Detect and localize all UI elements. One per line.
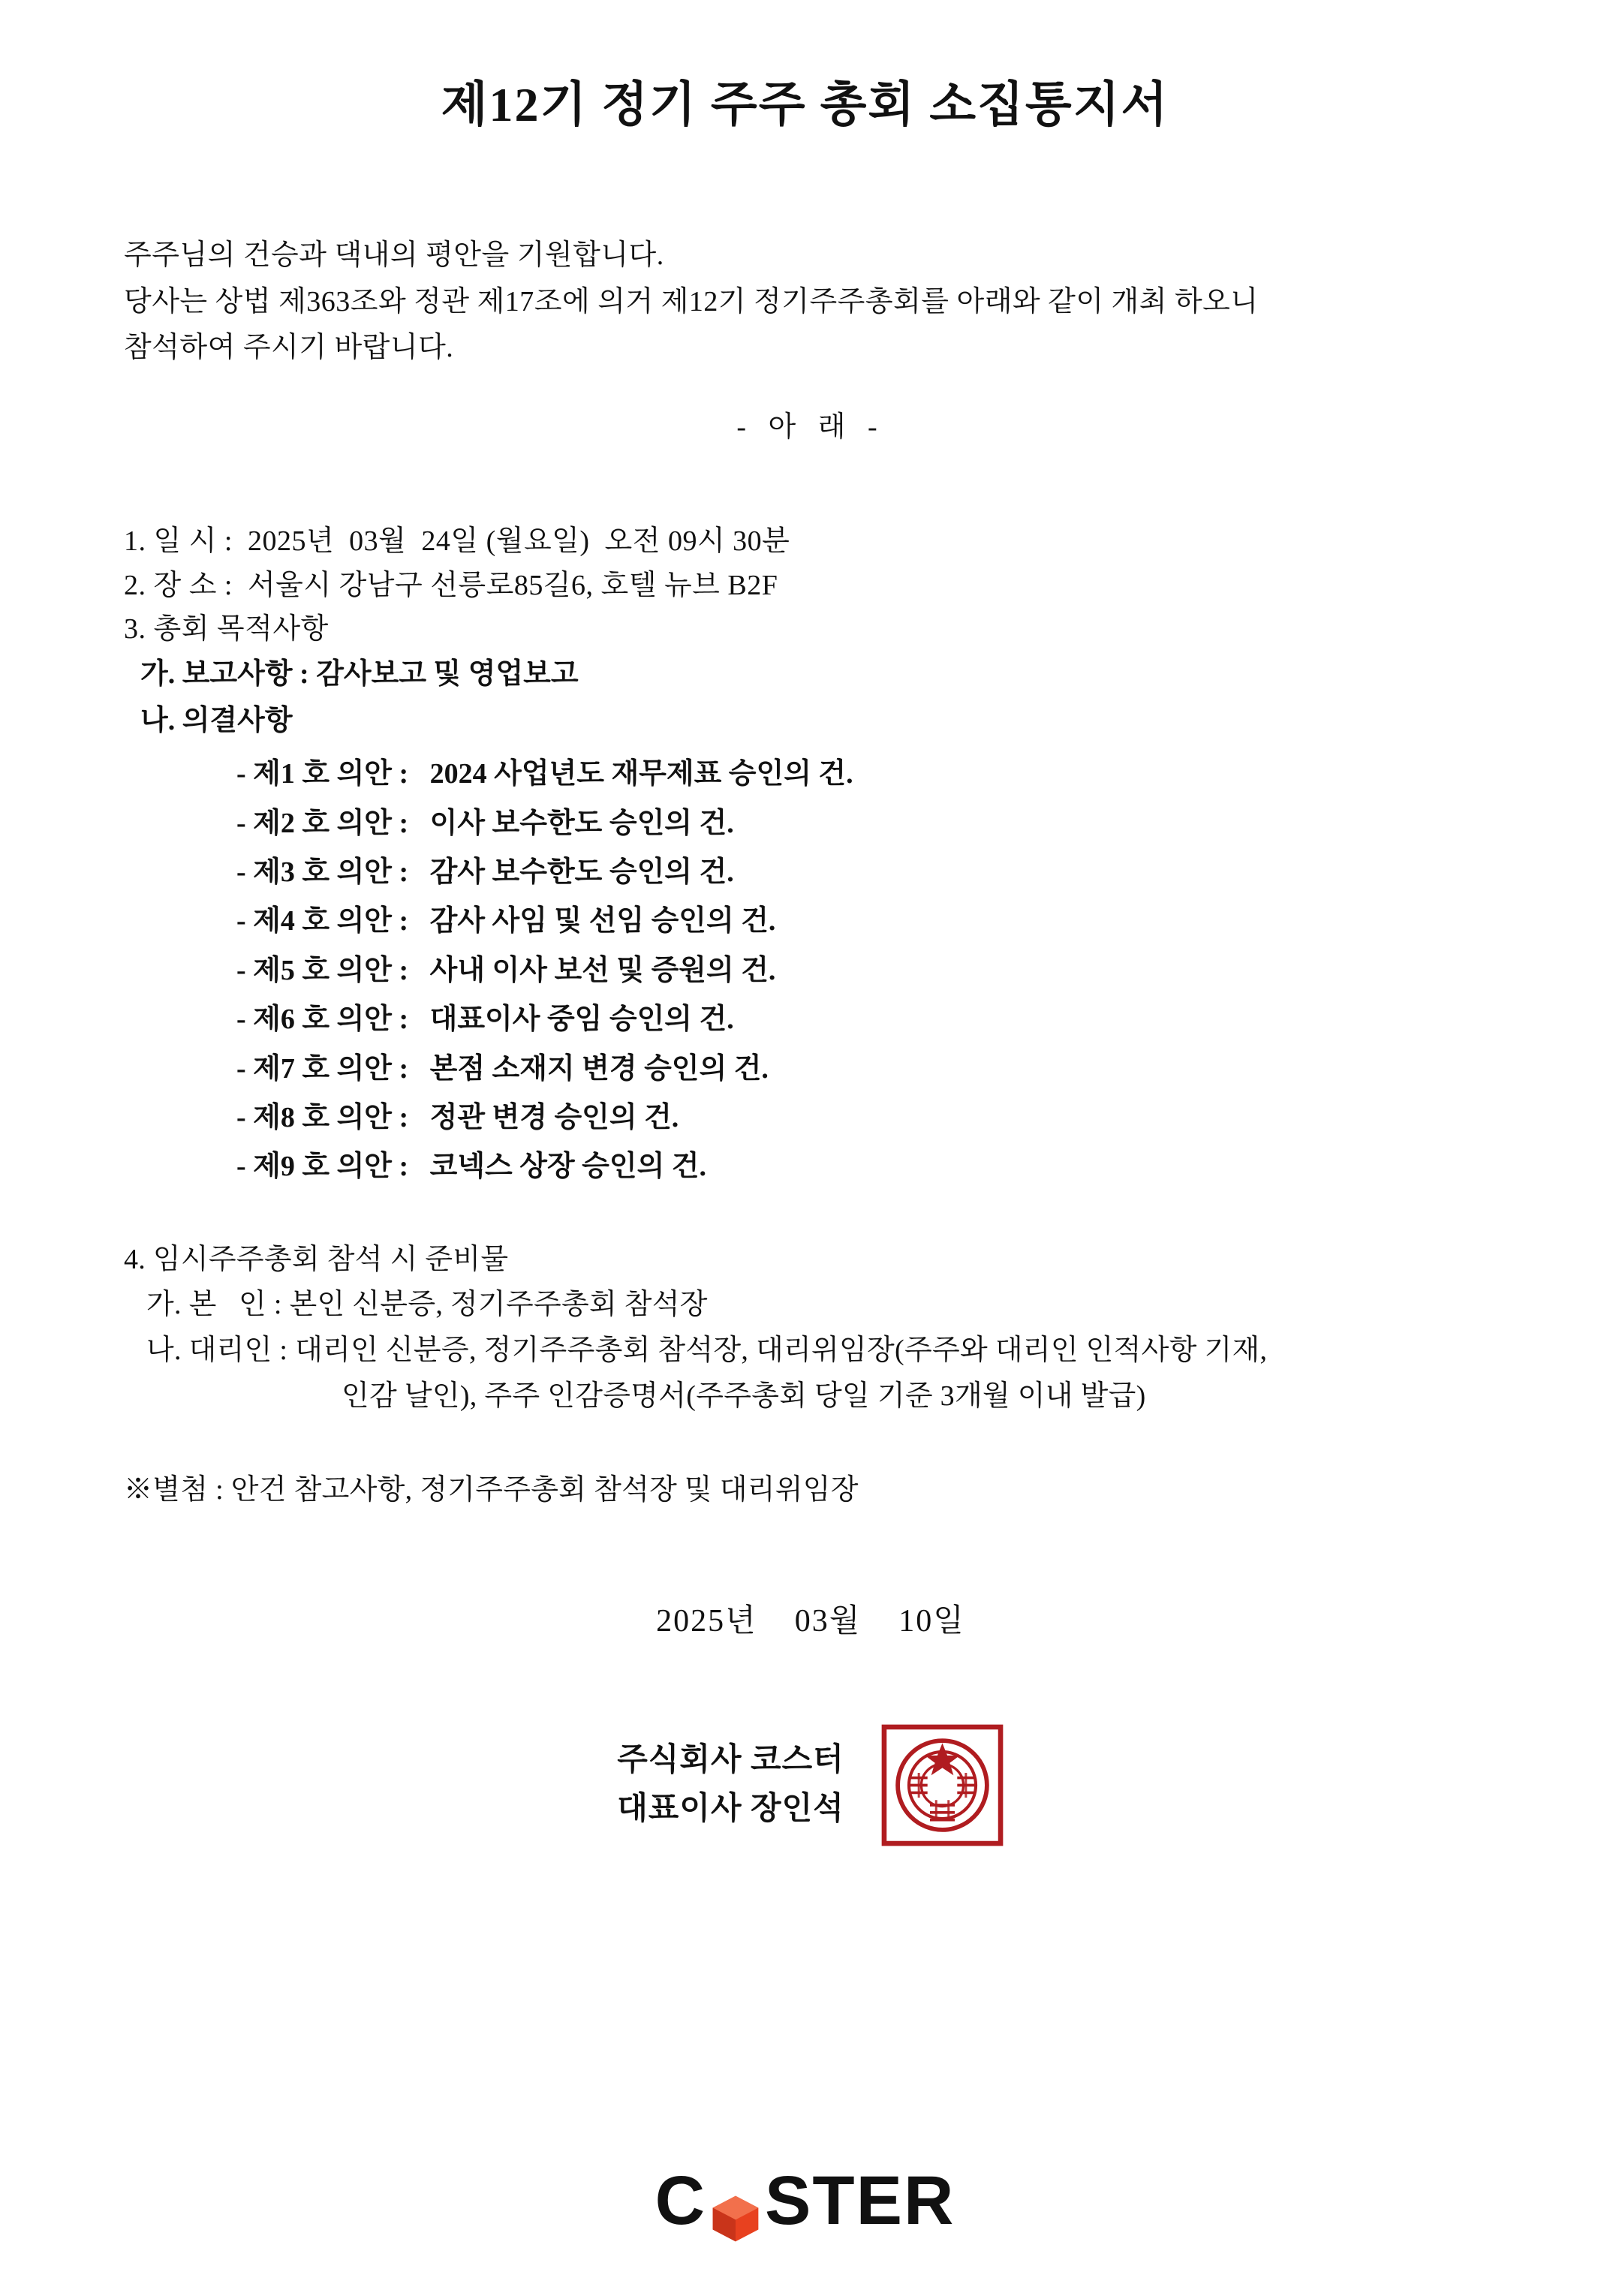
document-page — [0, 66, 1610, 2296]
logo-cube-icon — [711, 2181, 760, 2231]
agenda-list — [124, 750, 1497, 1191]
preparation-proxy: 나. 대리인 : 대리인 신분증, 정기주주총회 참석장, 대리위임장(주주와 대리인 인적사항 기재, — [146, 1335, 1268, 1367]
preparation-heading: 4. 임시주주총회 참석 시 준비물 — [124, 1243, 509, 1275]
meeting-purpose-heading: 3. 총회 목적사항 — [124, 613, 329, 645]
document-body — [0, 233, 1610, 1847]
agenda-item: - 제4 호 의안 : 감사 사임 및 선임 승인의 건. — [236, 905, 776, 937]
preparation-self: 가. 본 인 : 본인 신분증, 정기주주총회 참석장 — [146, 1289, 708, 1321]
report-items: 가. 보고사항 : 감사보고 및 영업보고 — [140, 658, 579, 691]
agenda-item: - 제2 호 의안 : 이사 보수한도 승인의 건. — [236, 807, 734, 839]
agenda-item: - 제7 호 의안 : 본점 소재지 변경 승인의 건. — [236, 1052, 769, 1085]
greeting-line-1: 주주님의 건승과 댁내의 평안을 기원합니다. — [124, 239, 664, 271]
meeting-details — [124, 519, 1497, 1507]
representative-name: 대표이사 장인석 — [617, 1792, 844, 1827]
agenda-item: - 제3 호 의안 : 감사 보수한도 승인의 건. — [236, 856, 734, 889]
agenda-item: - 제9 호 의안 : 코넥스 상장 승인의 건. — [236, 1151, 707, 1183]
signature-block — [124, 1723, 1497, 1847]
greeting-line-2: 당사는 상법 제363조와 정관 제17조에 의거 제12기 정기주주총회를 아래와 같이 개최 하오니 — [124, 285, 1259, 317]
meeting-datetime: 1. 일 시 : 2025년 03월 24일 (월요일) 오전 09시 30분 — [124, 525, 790, 557]
preparation-section — [124, 1237, 1497, 1419]
below-marker: - 아 래 - — [736, 411, 885, 443]
preparation-proxy-cont: 인감 날인), 주주 인감증명서(주주총회 당일 기준 3개월 이내 발급) — [342, 1380, 1146, 1413]
agenda-item: - 제8 호 의안 : 정관 변경 승인의 건. — [236, 1101, 679, 1133]
company-logo — [0, 2162, 1610, 2240]
logo-text-left: C — [655, 2162, 707, 2239]
issue-date: 2025년 03월 10일 — [656, 1603, 965, 1638]
greeting-line-3: 참석하여 주시기 바랍니다. — [124, 332, 454, 364]
signature-text — [617, 1736, 844, 1834]
company-name: 주식회사 코스터 — [617, 1743, 844, 1778]
logo-text-right: STER — [765, 2162, 955, 2239]
attachment-note: ※별첨 : 안건 참고사항, 정기주주총회 참석장 및 대리위임장 — [124, 1473, 859, 1506]
agenda-item: - 제5 호 의안 : 사내 이사 보선 및 증원의 건. — [236, 954, 776, 986]
logo-inner — [655, 2162, 955, 2240]
meeting-location: 2. 장 소 : 서울시 강남구 선릉로85길6, 호텔 뉴브 B2F — [124, 569, 778, 601]
company-seal-icon — [880, 1723, 1004, 1847]
agenda-item: - 제1 호 의안 : 2024 사업년도 재무제표 승인의 건. — [236, 758, 853, 790]
resolution-items-heading: 나. 의결사항 — [140, 704, 293, 736]
agenda-item: - 제6 호 의안 : 대표이사 중임 승인의 건. — [236, 1004, 734, 1036]
page-title: 제12기 정기 주주 총회 소집통지서 — [441, 78, 1169, 131]
